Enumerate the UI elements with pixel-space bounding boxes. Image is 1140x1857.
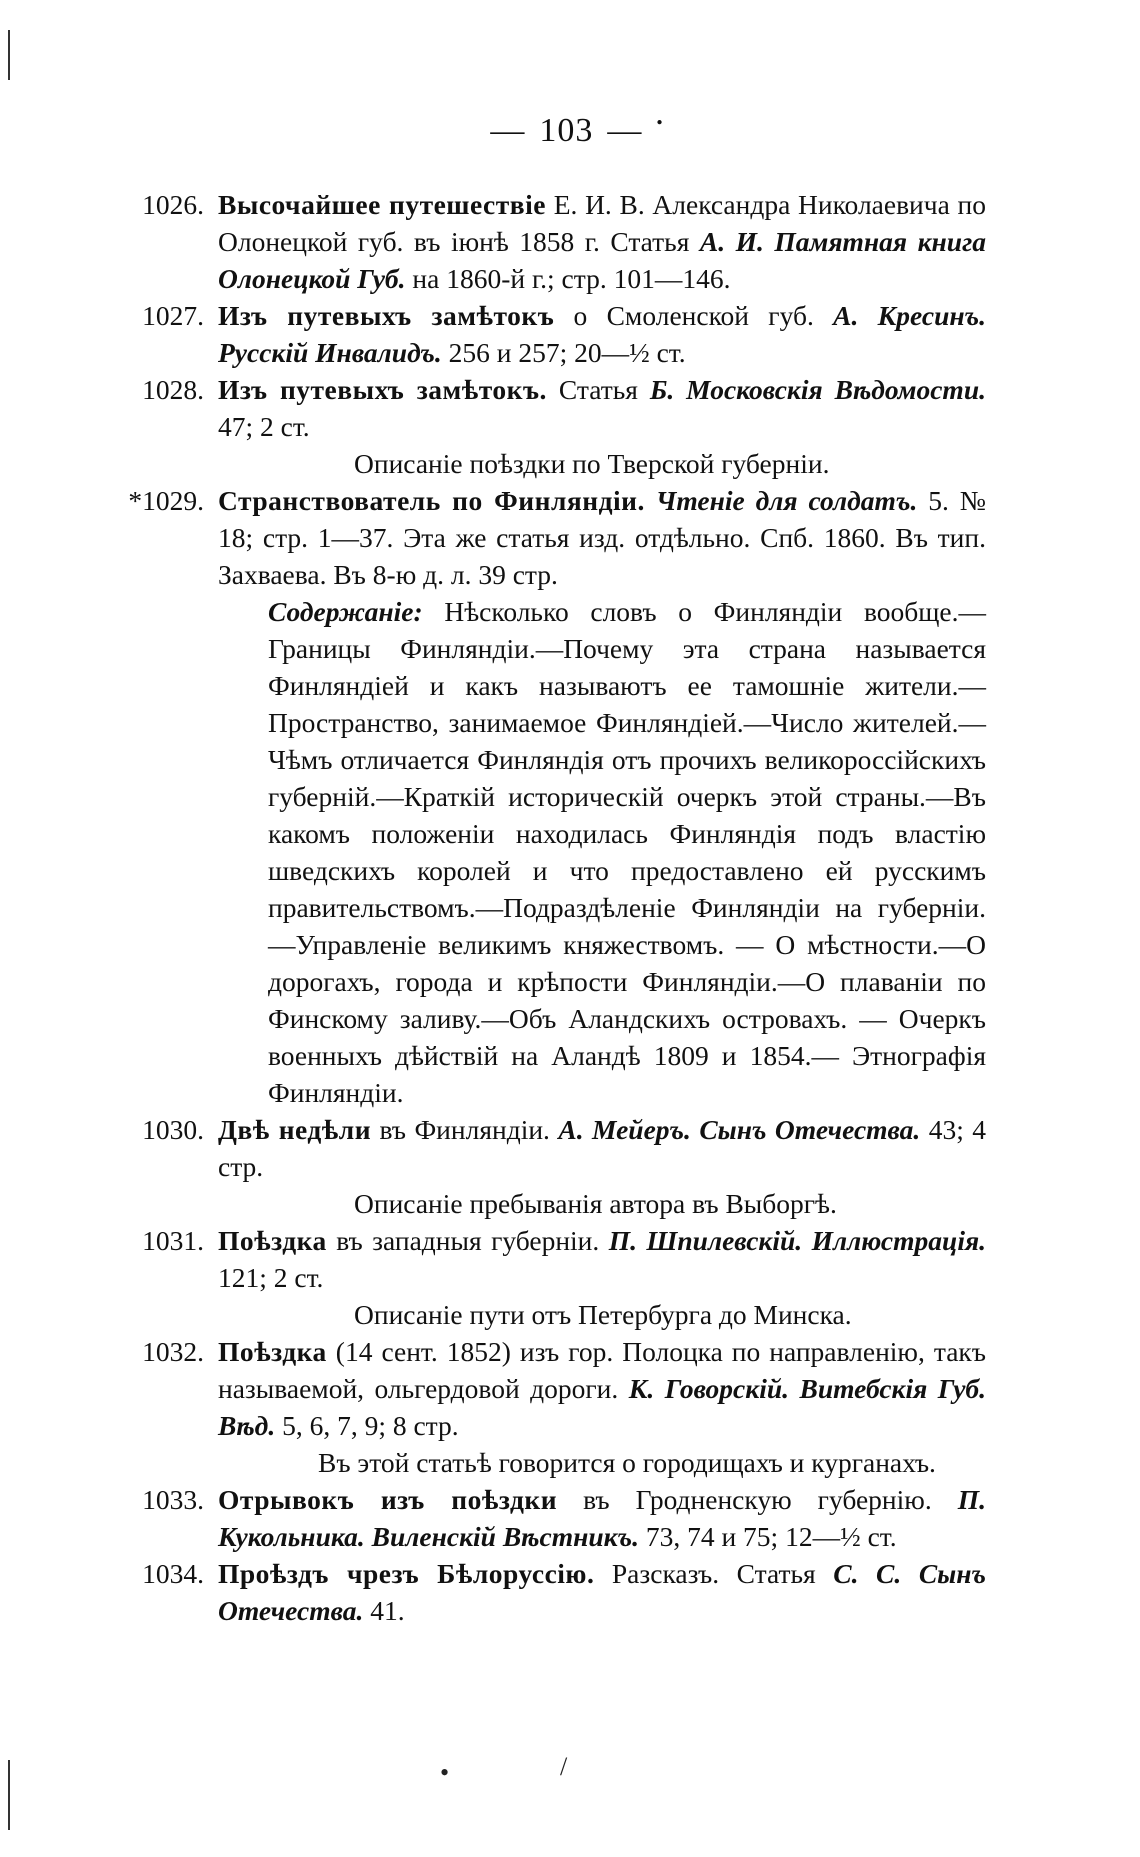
entry-number: 1032. bbox=[142, 1336, 204, 1367]
page-number-line bbox=[0, 112, 1140, 150]
entry-text: на 1860-й г.; стр. 101—146. bbox=[405, 263, 731, 294]
entry-title: Отрывокъ изъ поѣздки bbox=[218, 1484, 558, 1515]
entry-source: Иллюстрація. bbox=[811, 1225, 987, 1256]
bibliography-entry bbox=[86, 1333, 986, 1444]
stray-dot-mark: • bbox=[440, 1758, 450, 1787]
entry-source: Чтеніе для солдатъ. bbox=[655, 485, 918, 516]
contents-text: Нѣсколько словъ о Финляндіи вообще.— Границы Финляндіи.—Почему эта страна называется Финляндіей и какъ называютъ ее тамошніе жители.—Пространство, занимаемое Финляндіей.—Число жителей.— Чѣмъ отличается Финляндія отъ прочихъ великороссійскихъ губерній.—Краткій историческій очеркъ этой страны.—Въ какомъ положеніи находилась Финляндія подъ властію шведскихъ королей и что предоставлено ей русскимъ правительствомъ.—Подраздѣленіе Финляндіи на губерніи.—Управленіе великимъ княжествомъ. — О мѣстности.—О дорогахъ, города и крѣпости Финляндіи.—О плаваніи по Финскому заливу.—Объ Аландскихъ островахъ. — Очеркъ военныхъ дѣйствій на Аландѣ 1809 и 1854.— Этнографія Финляндіи. bbox=[268, 596, 986, 1108]
entry-text bbox=[674, 374, 686, 405]
entry-author: А. Кресинъ. bbox=[833, 300, 987, 331]
entry-title: Странствователь по Финляндіи. bbox=[218, 485, 645, 516]
entry-text: въ Гродненскую губернію. bbox=[557, 1484, 958, 1515]
entry-title: Высочайшее путешествіе bbox=[218, 189, 546, 220]
entry-text: 73, 74 и 75; 12—½ ст. bbox=[638, 1521, 897, 1552]
entry-text: 47; 2 ст. bbox=[218, 411, 310, 442]
entry-text: Статья bbox=[546, 374, 650, 405]
bibliography-entry bbox=[86, 371, 986, 445]
bibliography-list bbox=[86, 186, 986, 1629]
entry-text: Разсказъ. Статья bbox=[594, 1558, 834, 1589]
entry-text bbox=[764, 226, 775, 257]
entry-source: Русскій Инвалидъ. bbox=[218, 337, 442, 368]
entry-source: Виленскій Вѣстникъ. bbox=[371, 1521, 639, 1552]
entry-text: въ Финляндіи. bbox=[371, 1114, 559, 1145]
entry-author: Б. bbox=[649, 374, 675, 405]
bibliography-entry bbox=[86, 1481, 986, 1555]
entry-text: Е. И. В. Александра Николаевича по Олонецкой губ. въ іюнѣ 1858 г. Статья bbox=[218, 189, 986, 257]
entry-number: 1033. bbox=[142, 1484, 204, 1515]
entry-source: Сынъ Отечества. bbox=[218, 1558, 987, 1626]
scan-edge-mark bbox=[8, 30, 10, 80]
entry-number: 1028. bbox=[142, 374, 204, 405]
contents-label: Содержаніе: bbox=[268, 596, 423, 627]
header-mark: • bbox=[656, 112, 664, 133]
entry-note: Описаніе пути отъ Петербурга до Минска. bbox=[354, 1299, 852, 1330]
entry-title: Двѣ недѣли bbox=[218, 1114, 372, 1145]
header-dash: — bbox=[607, 112, 643, 149]
entry-number: 1034. bbox=[142, 1558, 204, 1589]
entry-number: 1027. bbox=[142, 300, 204, 331]
entry-text: въ западныя губерніи. bbox=[326, 1225, 609, 1256]
page-number: 103 bbox=[539, 112, 594, 149]
bibliography-entry bbox=[86, 482, 986, 593]
entry-number: 1031. bbox=[142, 1225, 204, 1256]
entry-text: 5. № 18; стр. 1—37. Эта же статья изд. отдѣльно. Спб. 1860. Въ тип. Захваева. Въ 8-ю д. л. 39 стр. bbox=[218, 485, 987, 590]
entry-text bbox=[802, 1225, 811, 1256]
entry-text bbox=[789, 1373, 799, 1404]
entry-author: С. С. bbox=[833, 1558, 902, 1589]
entry-source: Московскія Вѣдомости. bbox=[686, 374, 986, 405]
entry-text: 43; 4 стр. bbox=[218, 1114, 987, 1182]
entry-text: о Смоленской губ. bbox=[554, 300, 834, 331]
entry-author: П. Шпилевскій. bbox=[608, 1225, 803, 1256]
bibliography-entry bbox=[86, 186, 986, 297]
entry-author: А. Мейеръ. bbox=[558, 1114, 691, 1145]
entry-text: 5, 6, 7, 9; 8 стр. bbox=[275, 1410, 459, 1441]
scan-edge-mark bbox=[8, 1760, 10, 1830]
entry-number: 1026. bbox=[142, 189, 204, 220]
entry-source: Памятная книга Олонецкой Губ. bbox=[218, 226, 986, 294]
entry-text bbox=[901, 1558, 919, 1589]
entry-number: *1029. bbox=[128, 485, 204, 516]
entry-note: Описаніе поѣздки по Тверской губерніи. bbox=[354, 448, 830, 479]
entry-note: Въ этой статьѣ говорится о городищахъ и курганахъ. bbox=[318, 1447, 936, 1478]
entry-title: Изъ путевыхъ замѣтокъ. bbox=[218, 374, 547, 405]
bibliography-entry bbox=[86, 297, 986, 371]
header-dash: — bbox=[490, 112, 526, 149]
entry-text: (14 сент. 1852) изъ гор. Полоцка по направленію, такъ называемой, ольгердовой дороги. bbox=[218, 1336, 986, 1404]
entry-text: 256 и 257; 20—½ ст. bbox=[441, 337, 686, 368]
entry-author: П. Кукольника. bbox=[218, 1484, 986, 1552]
entry-text: 41. bbox=[363, 1595, 405, 1626]
entry-contents bbox=[86, 593, 986, 1111]
entry-author: А. И. bbox=[699, 226, 764, 257]
entry-title: Поѣздка bbox=[218, 1336, 327, 1367]
entry-text: 121; 2 ст. bbox=[218, 1262, 324, 1293]
entry-source: Витебскія Губ. Вѣд. bbox=[218, 1373, 986, 1441]
entry-title: Проѣздъ чрезъ Бѣлоруссію. bbox=[218, 1558, 595, 1589]
entry-text bbox=[365, 1521, 372, 1552]
entry-note: Описаніе пребыванія автора въ Выборгѣ. bbox=[354, 1188, 837, 1219]
bibliography-entry bbox=[86, 1555, 986, 1629]
entry-title: Поѣздка bbox=[218, 1225, 327, 1256]
bibliography-entry bbox=[86, 1222, 986, 1296]
entry-number: 1030. bbox=[142, 1114, 204, 1145]
bibliography-entry bbox=[86, 1111, 986, 1185]
stray-slash-mark: / bbox=[560, 1752, 568, 1781]
entry-title: Изъ путевыхъ замѣтокъ bbox=[218, 300, 555, 331]
entry-text bbox=[645, 485, 656, 516]
entry-author: К. Говорскій. bbox=[628, 1373, 790, 1404]
entry-source: Сынъ Отечества. bbox=[699, 1114, 921, 1145]
